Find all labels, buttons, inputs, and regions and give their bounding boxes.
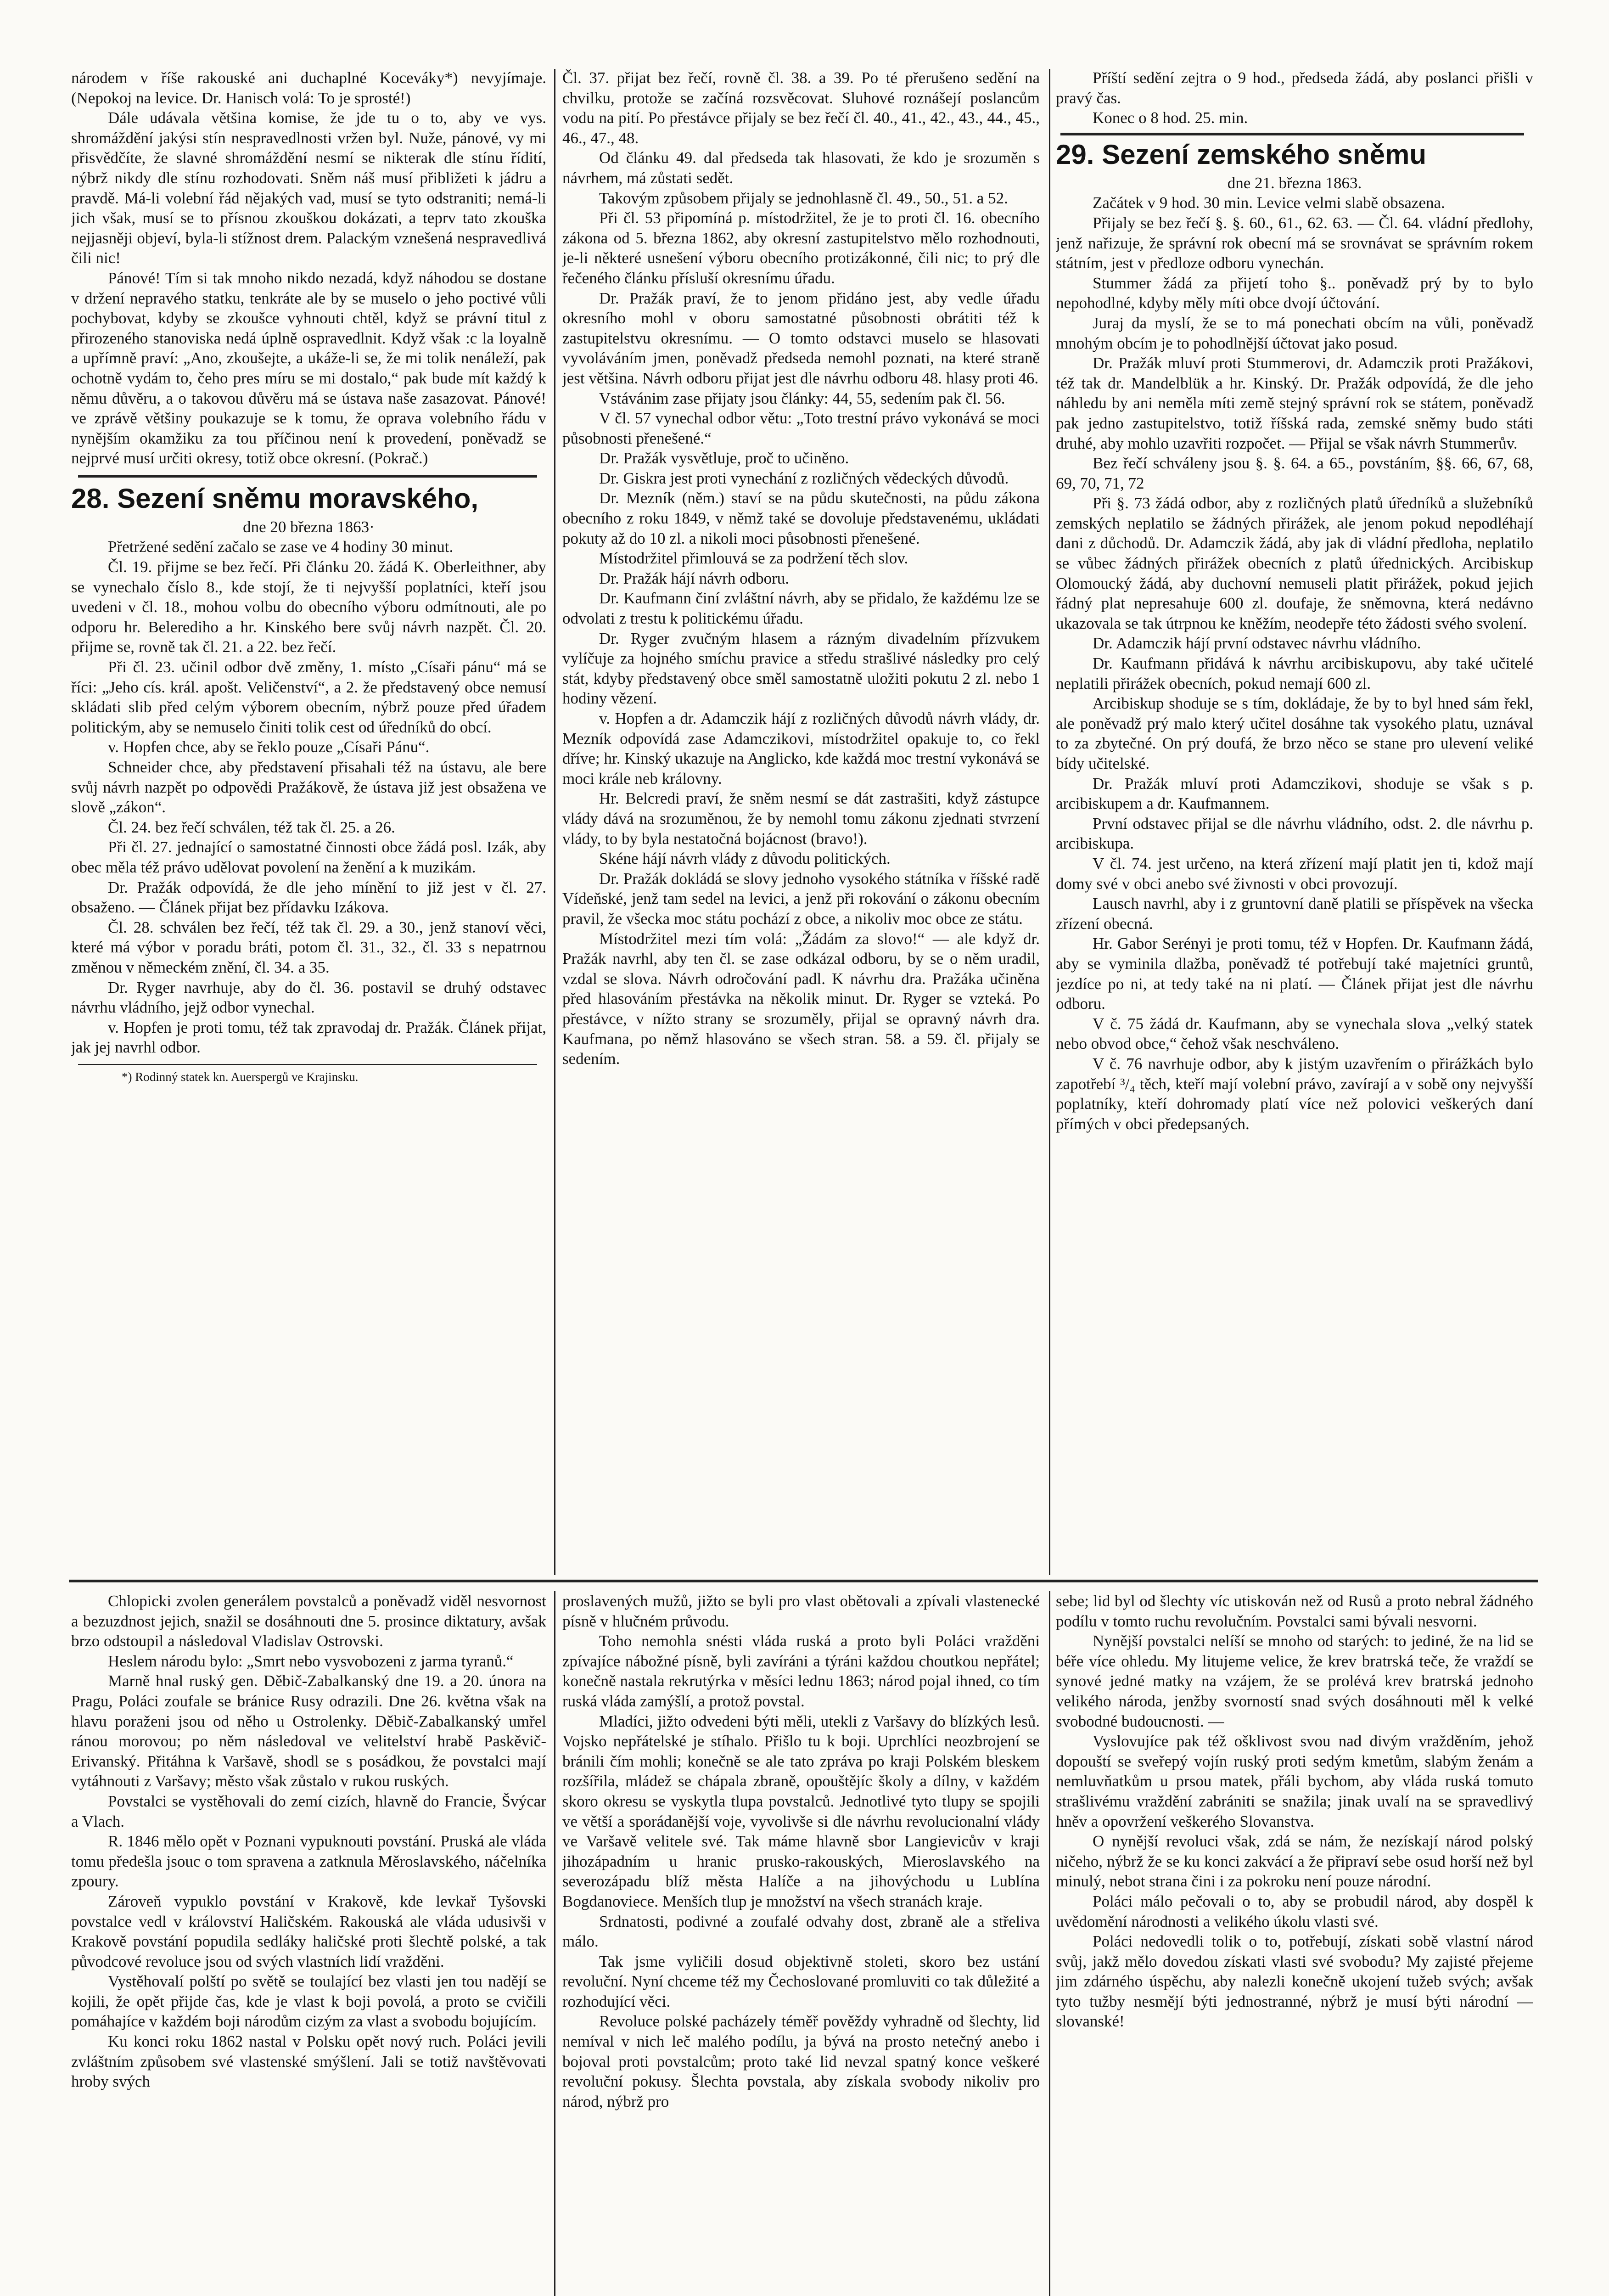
paragraph: Čl. 19. přijme se bez řečí. Při článku 20. žádá K. Oberleithner, aby se vynechalo číslo 8., kde stojí, že ti nejvyšší poplatníci, kteří jsou uvedeni v čl. 18., mohou volbu do obecního výboru odmítnouti, ale po odporu hr. Belerediho a hr. Kinského bere svůj návrh nazpět. Čl. 20. přijme se, rovně tak čl. 21. a 22. bez řečí.: [71, 558, 546, 656]
column-rule: [554, 1591, 555, 2296]
paragraph: Dr. Pražák praví, že to jenom přidáno jest, aby vedle úřadu okresního mohl v oboru samostatné působnosti obrátiti též k zastupitelstvu okresnímu. — O tomto odstavci muselo se hlasovati vyvoláváním jmen, poněvadž předseda nemohl poznati, na které straně jest většina. Návrh odboru přijat jest dle návrhu odboru 48. hlasy proti 46.: [562, 289, 1040, 387]
section-divider: [78, 475, 537, 478]
paragraph: Mladíci, jižto odvedeni býti měli, utekli z Varšavy do blízkých lesů. Vojsko nepřátelské je stíhalo. Přišlo tu k boji. Uprchlíci neozbrojení se bránili čím mohli; konečně se ale tato zpráva po kraji Polském bleskem rozšířila, mládež se chápala zbraně, opouštějíc školy a dílny, v každém skoro okresu se vyskytla tlupa povstalců. Jednotlivé tyto tlupy se spojili ve větší a sporádanější voje, vyvolivše si dle návrhu revolucionalní vlády ve Varšavě velitele své. Tak máme hlavně sbor Langievicův v kraji jihozápadním u hranic prusko-rakouských, Mieroslavského na severozápadu blíž města Halíče a na jihovýchodu u Lublína Bogdanoviece. Menších tlup je množství na všech stranách kraje.: [562, 1712, 1040, 1910]
paragraph: Ku konci roku 1862 nastal v Polsku opět nový ruch. Poláci jevili zvláštním způsobem své vlastenské smýšlení. Jali se totiž navštěvovati hroby svých: [71, 2032, 546, 2091]
paragraph: Od článku 49. dal předseda tak hlasovati, že kdo je srozuměn s návrhem, má zůstati sedět.: [562, 149, 1040, 187]
paragraph: Dr. Kaufmann činí zvláštní návrh, aby se přidalo, že každému lze se odvolati z trestu k politickému úřadu.: [562, 589, 1040, 628]
paragraph: První odstavec přijal se dle návrhu vládního, odst. 2. dle návrhu p. arcibiskupa.: [1056, 814, 1533, 853]
paragraph: Dr. Mezník (něm.) staví se na půdu skutečnosti, na půdu zákona obecního z roku 1849, v němž také se dovoluje představenému, ukládati pokuty až do 10 zl. a nikoli moci působnosti přenešené.: [562, 489, 1040, 547]
paragraph: v. Hopfen a dr. Adamczik hájí z rozličných důvodů návrh vlády, dr. Mezník odpovídá zase Adamczikovi, místodržitel opakuje to, co řekl dříve; hr. Kinský ukazuje na Anglicko, kde každá moc trestní vykonává se moci krále neb královny.: [562, 709, 1040, 788]
paragraph: Revoluce polské pacházely téměř pověždy vyhradně od šlechty, lid nemíval v nich leč malého podílu, ja bývá na prosto netečný anebo i bojoval proti povstalcům; proto také lid nevzal spatný konce veškeré revoluční pokusy. Šlechta povstala, aby získala svobody nikoliv pro národ, nýbrž pro: [562, 2012, 1040, 2110]
bottom-column-3: [1056, 1591, 1533, 2296]
paragraph: Nynější povstalci nelíší se mnoho od starých: to jediné, že na lid se béře více ohledu. My litujeme velice, že krev bratrská teče, že vraždí se synové jedné matky na vzájem, že se prolévá krev bratrská jednoho velikého národa, jenžby svorností snad svých dosáhnouti měl k velké svobodné budoucnosti. —: [1056, 1632, 1533, 1730]
paragraph: Dr. Pražák hájí návrh odboru.: [599, 569, 790, 587]
paragraph: R. 1846 mělo opět v Poznani vypuknouti povstání. Pruská ale vláda tomu předešla jsouc o tom spravena a zatknula Měroslavského, náčelníka zpoury.: [71, 1832, 546, 1891]
paragraph: Čl. 37. přijat bez řečí, rovně čl. 38. a 39. Po té přerušeno sedění na chvilku, protože se začíná rozsvěcovat. Sluhové roznášejí poslancům vodu na pití. Po přestávce přijaly se bez řečí čl. 40., 41., 42., 43., 44., 45., 46., 47., 48.: [562, 69, 1040, 147]
section-divider: [1060, 133, 1524, 135]
paragraph: Poláci málo pečovali o to, aby se probudil národ, aby dospěl k uvědomění národnosti a velikého úkolu vlasti své.: [1056, 1892, 1533, 1930]
paragraph: Dr. Pražák mluví proti Stummerovi, dr. Adamczik proti Pražákovi, též tak dr. Mandelblük a hr. Kinský. Dr. Pražák odpovídá, že dle jeho náhledu by ani neměla míti země stejný správní rok se státem, poněvadž pak jedno zastupitelstvo, totiž říšská rada, zemské sněmy budo státi druhé, aby mohlo uzavřiti rozpočet. — Přijal se však návrh Stummerův.: [1056, 354, 1533, 452]
paragraph: Skéne hájí návrh vlády z důvodu politických.: [599, 850, 891, 868]
paragraph: Dr. Ryger zvučným hlasem a rázným divadelním přízvukem vylíčuje za hojného smíchu pravice a středu strašlivé následky pro celý stát, kdyby představený obce směl samostatně uložiti pokutu 2 zl. nebo 1 hodiny vězení.: [562, 629, 1040, 708]
paragraph: Čl. 28. schválen bez řečí, též tak čl. 29. a 30., jenž stanoví věci, které má výbor v poradu bráti, potom čl. 31., 32., čl. 33 s nepatrnou změnou v německém znění, čl. 34. a 35.: [71, 918, 546, 976]
footnote-divider: [78, 1064, 537, 1065]
paragraph: V č. 75 žádá dr. Kaufmann, aby se vynechala slova „velký statek nebo obvod obce,“ čehož však neschváleno.: [1056, 1014, 1533, 1053]
paragraph: V č. 76 navrhuje odbor, aby k jistým uzavřením o přirážkách bylo zapotřebí ³/₄ těch, kteří mají volební právo, zavírají a v sobě ony nejvyšší poplatníky, kteří dohromady platí více než polovici veškerých daní přímých v obci předepsaných.: [1056, 1054, 1533, 1133]
paragraph: Hr. Belcredi praví, že sněm nesmí se dát zastrašiti, když zástupce vlády dává na srozuměnou, že by nemohl tomu zákonu zjednati stvrzení vlády, to by byla nestatočná bojácnost (bravo!).: [562, 789, 1040, 848]
paragraph: národem v říše rakouské ani duchaplné Koceváky*) nevyjímaje. (Nepokoj na levice. Dr. Hanisch volá: To je sprosté!): [71, 69, 546, 107]
column-rule: [1049, 1591, 1050, 2296]
paragraph: Při čl. 27. jednající o samostatné činnosti obce žádá posl. Izák, aby obec měla též právo udělovat povolení na ženění a k muzikám.: [71, 838, 546, 876]
paragraph: Dr. Pražák vysvětluje, proč to učiněno.: [599, 449, 849, 467]
paragraph: Dr. Pražák mluví proti Adamczikovi, shoduje se však s p. arcibiskupem a dr. Kaufmannem.: [1056, 774, 1533, 813]
paragraph: Povstalci se vystěhovali do zemí cizích, hlavně do Francie, Švýcar a Vlach.: [71, 1792, 546, 1830]
paragraph: Dr. Pražák odpovídá, že dle jeho mínění to již jest v čl. 27. obsaženo. — Článek přijat bez přídavku Izákova.: [71, 878, 546, 917]
paragraph: Vystěhovalí polští po světě se toulající bez vlasti jen tou nadějí se kojili, že opět přijde čas, kde je vlast k boji povolá, a proto se cvičili pomáhajíce v každém boji národům cizým za vlast a svobodu bojujícím.: [71, 1972, 546, 2031]
paragraph: O nynější revoluci však, zdá se nám, že nezískají národ polský ničeho, nýbrž že se ku konci zakvácí a že připraví sebe osud horší než byl minulý, nebot strana čini i za pokroku není pouze národní.: [1056, 1832, 1533, 1891]
paragraph: v. Hopfen je proti tomu, též tak zpravodaj dr. Pražák. Článek přijat, jak jej navrhl odbor.: [71, 1018, 546, 1057]
paragraph: Konec o 8 hod. 25. min.: [1093, 109, 1248, 127]
paragraph: Srdnatosti, podivné a zoufalé odvahy dost, zbraně ale a střeliva málo.: [562, 1912, 1040, 1951]
paragraph: Začátek v 9 hod. 30 min. Levice velmi slabě obsazena.: [1093, 194, 1445, 212]
section-28-date: dne 20 března 1863·: [243, 518, 375, 536]
paragraph: Bez řečí schváleny jsou §. §. 64. a 65., povstáním, §§. 66, 67, 68, 69, 70, 71, 72: [1056, 454, 1533, 492]
bottom-column-1: [71, 1591, 546, 2296]
paragraph: Příští sedění zejtra o 9 hod., předseda žádá, aby poslanci přišli v pravý čas.: [1056, 69, 1533, 107]
paragraph: Přijaly se bez řečí §. §. 60., 61., 62. 63. — Čl. 64. vládní předlohy, jenž nařizuje, že správní rok obecní má se srovnávat se správním rokem státním, jest v předloze odboru vynechán.: [1056, 214, 1533, 272]
page-divider: [69, 1580, 1538, 1582]
paragraph: Dr. Giskra jest proti vynechání z rozličných vědeckých důvodů.: [599, 469, 1009, 487]
paragraph: Tak jsme vyličili dosud objektivně stoleti, skoro bez ustání revoluční. Nyní chceme též my Čechoslované promluviti co tak důležité a rozhodující věci.: [562, 1952, 1040, 2010]
paragraph: sebe; lid byl od šlechty víc utiskován než od Rusů a proto nebral žádného podílu v tomto ruchu revolučním. Povstalci sami bývali nesvorni.: [1056, 1592, 1533, 1630]
column-rule: [1049, 69, 1050, 1575]
paragraph: Hr. Gabor Serényi je proti tomu, též v Hopfen. Dr. Kaufmann žádá, aby se vyminila dlažba, poněvadž té potřebují také majetníci gruntů, jezdíce po ni, at tedy také na ni platí. — Článek přijat jest dle návrhu odboru.: [1056, 934, 1533, 1013]
paragraph: Stummer žádá za přijetí toho §.. poněvadž prý by to bylo nepohodlné, kdyby měly míti obce dvojí účtování.: [1056, 274, 1533, 312]
section-29-heading: 29. Sezení zemského sněmu: [1056, 139, 1427, 170]
paragraph: Heslem národu bylo: „Smrt nebo vysvobozeni z jarma tyranů.“: [108, 1652, 514, 1670]
paragraph: Schneider chce, aby představení přisahali též na ústavu, ale bere svůj návrh nazpět po odpovědi Pražákově, že ústava již jest obsažena ve slově „zákon“.: [71, 758, 546, 816]
top-column-2: [562, 68, 1040, 1579]
paragraph: v. Hopfen chce, aby se řeklo pouze „Císaři Pánu“.: [108, 738, 430, 756]
top-column-3: [1056, 68, 1533, 1579]
paragraph: Pánové! Tím si tak mnoho nikdo nezadá, když náhodou se dostane v držení nepravého statku, tenkráte ale by se muselo o jeho poctivé vůli pochybovat, kdyby se zkoušce vyhnouti chtěl, když se právní titul z přirozeného stanoviska nedá úplně ospravedlnit. Když však :c la loyalně a upřímně praví: „Ano, zkoušejte, a ukáže-li se, že mi tolik nenáleží, pak ochotně vydám to, čeho pres míru se mi dostalo,“ pak bude mít každý k němu důvěru, a o takovou důvěru má se ústava naše zasazovat. Pánové! ve zprávě většiny poukazuje se k tomu, že oprava volebního řádu v nynějším okamžiku za tou příčinou není k provedení, poněvadž se nejprvé musí určiti okresy, totiž obce okresní. (Pokrač.): [71, 269, 546, 467]
paragraph: Toho nemohla snésti vláda ruská a proto byli Poláci vražděni zpívajíce nábožné písně, byli zavíráni a týráni každou choutkou nepřátel; konečně nastala rekrutýrka v měsíci lednu 1863; národ pojal ihned, co tím ruská vláda zamýšlí, a protož povstal.: [562, 1632, 1040, 1710]
column-rule: [554, 69, 555, 1575]
paragraph: Čl. 24. bez řečí schválen, též tak čl. 25. a 26.: [108, 818, 395, 836]
paragraph: Při čl. 23. učinil odbor dvě změny, 1. místo „Císaři pánu“ má se říci: „Jeho cís. král. apošt. Veličenství“, a 2. že představený obce nemusí skládati slib před celým výborem obecním, nýbrž pouze před úřadem politickým, aby se nemuselo činiti tolik cest od úředníků do obcí.: [71, 658, 546, 736]
paragraph: Místodržitel přimlouvá se za podržení těch slov.: [599, 549, 908, 568]
section-29-date: dne 21. března 1863.: [1227, 174, 1362, 192]
top-column-1: [71, 68, 546, 1579]
paragraph: Poláci nedovedli tolik o to, potřebují, získati sobě vlastní národ svůj, jakž mělo dovedou získati vlasti své svobodu? My zajisté přejeme jim zdárného úspěchu, aby nalezli konečně ukojení tužeb svých; avšak tyto tužby nesmějí býti jednostranné, nýbrž je musí býti národní — slovanské!: [1056, 1932, 1533, 2031]
paragraph: Lausch navrhl, aby i z gruntovní daně platili se příspěvek na všecka zřízení obecná.: [1056, 895, 1533, 933]
paragraph: Zároveň vypuklo povstání v Krakově, kde levkař Tyšovski povstalce vedl v království Haličském. Rakouská ale vláda udusivši v Krakově povstání popudila sedláky haličské proti šlechtě polské, a tak původcové revoluce jsou od svých vlastních lidí vražděni.: [71, 1892, 546, 1970]
paragraph: Dr. Ryger navrhuje, aby do čl. 36. postavil se druhý odstavec návrhu vládního, jejž odbor vynechal.: [71, 978, 546, 1017]
section-28-heading: 28. Sezení sněmu moravského,: [71, 483, 479, 514]
paragraph: Přetržené sedění začalo se zase ve 4 hodiny 30 minut.: [108, 538, 454, 556]
paragraph: Arcibiskup shoduje se s tím, dokládaje, že by to byl hned sám řekl, ale poněvadž prý malo který učitel dosáhne tak vysokého platu, uznával to za zbytečné. On prý doufá, že brzo něco se stane pro ulevení veliké bídy učitelské.: [1056, 694, 1533, 772]
paragraph: V čl. 74. jest určeno, na která zřízení mají platit jen ti, kdož mají domy své v obci anebo své živnosti v obci provozují.: [1056, 854, 1533, 893]
paragraph: Místodržitel mezi tím volá: „Žádám za slovo!“ — ale když dr. Pražák navrhl, aby ten čl. se zase odkázal odboru, by se o něm uradil, vzdal se slova. Návrh odročování padl. K návrhu dra. Pražáka učiněna před hlasováním přestávka na několik minut. Dr. Ryger se vzteká. Po přestávce, v nížto strany se srozuměly, přijal se opravný návrh dra. Kaufmana, po němž hlasováno se všech stran. 58. a 59. čl. přijaly se sedením.: [562, 929, 1040, 1068]
paragraph: Dr. Pražák dokládá se slovy jednoho vysokého státníka v říšské radě Vídeňské, jenž tam sedel na levici, a jenž při rokování o zákonu obecním pravil, že všecka moc státu pochází z obce, a nikoliv moc obce ze státu.: [562, 869, 1040, 928]
paragraph: Dr. Adamczik hájí první odstavec návrhu vládního.: [1093, 634, 1421, 653]
paragraph: Vyslovujíce pak též ošklivost svou nad divým vražděním, jehož dopouští se sveřepý vojín ruský proti sedým kmetům, slabým ženám a nemluvňatkům u prsou matek, přáli bychom, aby vláda ruská tomuto strašlivému vraždění zabrániti se snažila; jinak uvalí na se spravedlivý hněv a opovržení veškerého Slovanstva.: [1056, 1732, 1533, 1830]
paragraph: Vstávánim zase přijaty jsou články: 44, 55, sedením pak čl. 56.: [599, 389, 1005, 407]
paragraph: V čl. 57 vynechal odbor větu: „Toto trestní právo vykonává se moci působnosti přenešené.“: [562, 409, 1040, 447]
paragraph: Juraj da myslí, že se to má ponechati obcím na vůli, poněvadž mnohým obcím je to pohodlnější účtovat jako posud.: [1056, 314, 1533, 352]
paragraph: Dále udávala většina komise, že jde tu o to, aby ve vys. shromáždění jakýsi stín nespravedlnosti vržen byl. Nuže, pánové, vy mi přisvědčíte, že slavné shromáždění nesmí se nikterak dle stínu řídití, nýbrž nikdy dle stínu rozhodovati. Sněm náš musí přibližeti k jádru a pravdě. Má-li volební řád nějakých vad, musí se tyto odstraniti; nemá-li jich však, musí se to přísnou zkouškou dokázati, a teprv tato zkouška nejjasněji objeví, byla-li stížnost drem. Palackým vznešená nespravedlivá čili nic!: [71, 109, 546, 267]
footnote: *) Rodinný statek kn. Auerspergů ve Krajinsku.: [122, 1069, 359, 1084]
paragraph: Při §. 73 žádá odbor, aby z rozličných platů úředníků a služebníků zemských neplatilo se žádných přirážek, ale jenom pokud nepodléhají dani z důchodů. Dr. Adamczik žádá, aby jak di vládní předloha, neplatilo se vůbec žádných přirážek obecních z platů úřednických. Arcibiskup Olomoucký žádá, aby duchovní nemuseli platit přirážek, pokud jejich řádný plat nepresahuje 600 zl. doufaje, že sněmovna, která nedávno ukazovala se tak útrpnou ke kněžím, neodepře této žádosti svého svolení.: [1056, 494, 1533, 632]
paragraph: proslavených mužů, jižto se byli pro vlast obětovali a zpívali vlastenecké písně v hlučném průvodu.: [562, 1592, 1040, 1630]
paragraph: Dr. Kaufmann přidává k návrhu arcibiskupovu, aby také učitelé neplatili přirážek obecních, pokud nemají 600 zl.: [1056, 654, 1533, 692]
bottom-column-2: [562, 1591, 1040, 2296]
paragraph: Chlopicki zvolen generálem povstalců a poněvadž viděl nesvornost a bezuzdnost jejich, snažil se dosáhnouti dne 5. prosince diktatury, avšak brzo odstoupil a následoval Vladislav Ostrovski.: [71, 1592, 546, 1650]
paragraph: Takovým způsobem přijaly se jednohlasně čl. 49., 50., 51. a 52.: [599, 189, 1008, 207]
paragraph: Při čl. 53 připomíná p. místodržitel, že je to proti čl. 16. obecního zákona od 5. března 1862, aby okresní zastupitelstvo mělo rozhodnouti, je-li některé usnešení výboru obecního protizákonné, čili nic; to prý dle řečeného článku přísluší okresnímu úřadu.: [562, 209, 1040, 287]
paragraph: Marně hnal ruský gen. Děbič-Zabalkanský dne 19. a 20. února na Pragu, Poláci zoufale se bránice Rusy odrazili. Dne 26. května však na hlavu poraženi jsou od něho u Ostrolenky. Děbič-Zabalkanský umřel ránou morovou; po něm následoval ve velitelství hrabě Paskěvič-Erivanský. Přitáhna k Varšavě, shodl se s posádkou, že povstalci mají vytáhnouti z Varšavy; město však zůstalo v rukou ruských.: [71, 1672, 546, 1790]
